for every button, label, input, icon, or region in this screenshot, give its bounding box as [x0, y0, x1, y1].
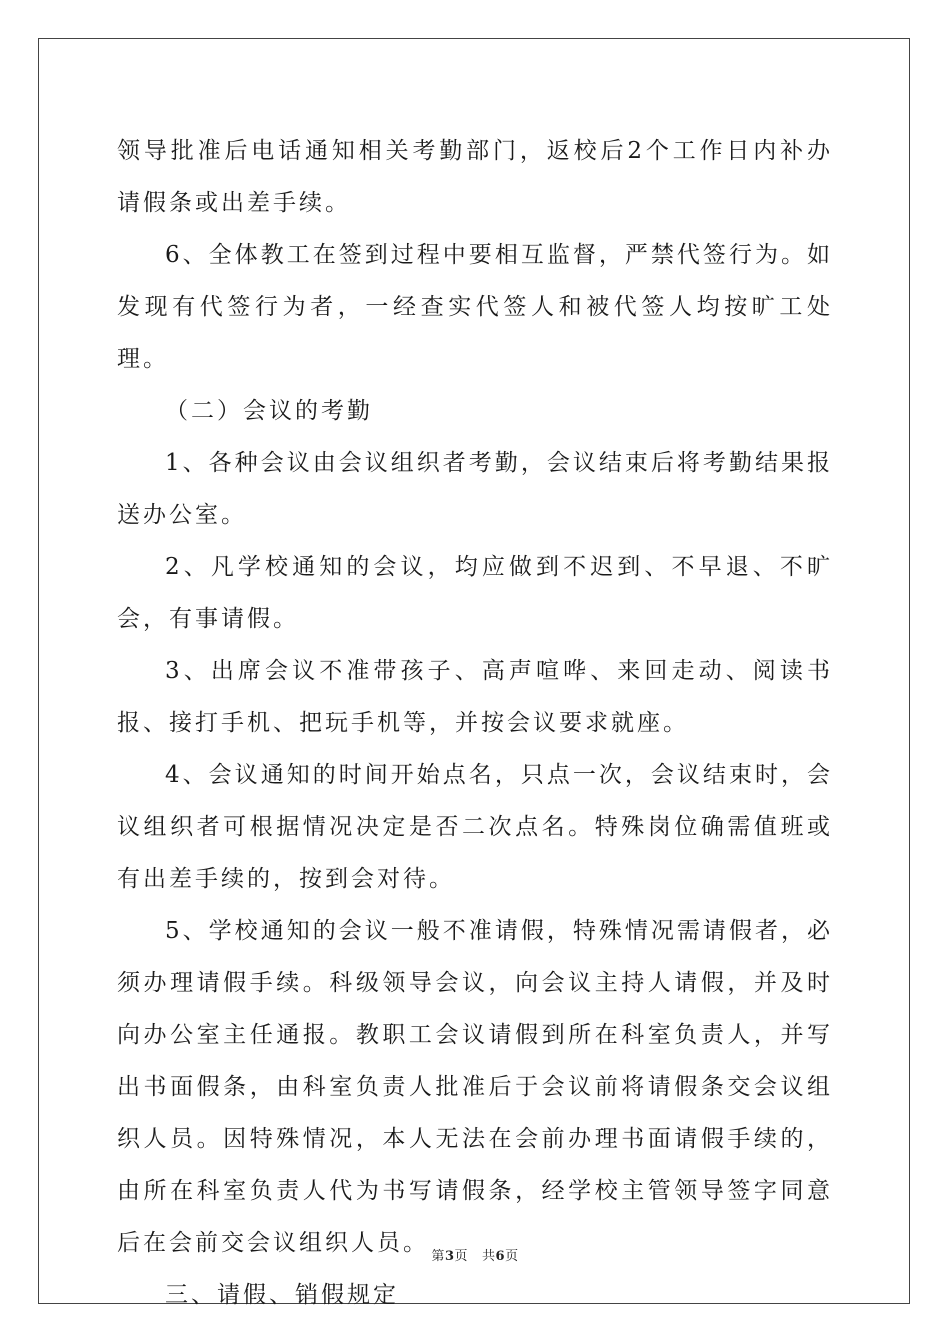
paragraph-meeting-item-1: 1、各种会议由会议组织者考勤，会议结束后将考勤结果报送办公室。	[117, 450, 833, 528]
paragraph-meeting-item-3: 3、出席会议不准带孩子、高声喧哗、来回走动、阅读书报、接打手机、把玩手机等，并按会议要求就座。	[117, 658, 833, 736]
page-number: 3	[444, 1249, 455, 1264]
paragraph-item-6: 6、全体教工在签到过程中要相互监督，严禁代签行为。如发现有代签行为者，一经查实代签人和被代签人均按旷工处理。	[117, 242, 833, 372]
section-heading-leave-rules: 三、请假、销假规定	[165, 1282, 399, 1308]
page-suffix: 页	[454, 1249, 468, 1264]
paragraph-meeting-item-5: 5、学校通知的会议一般不准请假，特殊情况需请假者，必须办理请假手续。科级领导会议，向会议主持人请假，并及时向办公室主任通报。教职工会议请假到所在科室负责人，并写出书面假条，由科室负责人批准后于会议前将请假条交会议组织人员。因特殊情况，本人无法在会前办理书面请假手续的，由所在科室负责人代为书写请假条，经学校主管领导签字同意后在会前交会议组织人员。	[117, 918, 833, 1256]
total-pages: 6	[495, 1249, 506, 1264]
page-footer	[0, 1245, 950, 1264]
total-prefix: 共	[482, 1249, 496, 1264]
paragraph-meeting-item-2: 2、凡学校通知的会议，均应做到不迟到、不早退、不旷会，有事请假。	[117, 554, 833, 632]
paragraph-meeting-item-4: 4、会议通知的时间开始点名，只点一次，会议结束时，会议组织者可根据情况决定是否二次点名。特殊岗位确需值班或有出差手续的，按到会对待。	[117, 762, 833, 892]
total-suffix: 页	[505, 1249, 519, 1264]
paragraph-continuation: 领导批准后电话通知相关考勤部门，返校后2个工作日内补办请假条或出差手续。	[117, 138, 833, 216]
page-prefix: 第	[431, 1249, 445, 1264]
section-heading-meeting-attendance: （二）会议的考勤	[165, 398, 373, 424]
document-body	[117, 125, 833, 1321]
